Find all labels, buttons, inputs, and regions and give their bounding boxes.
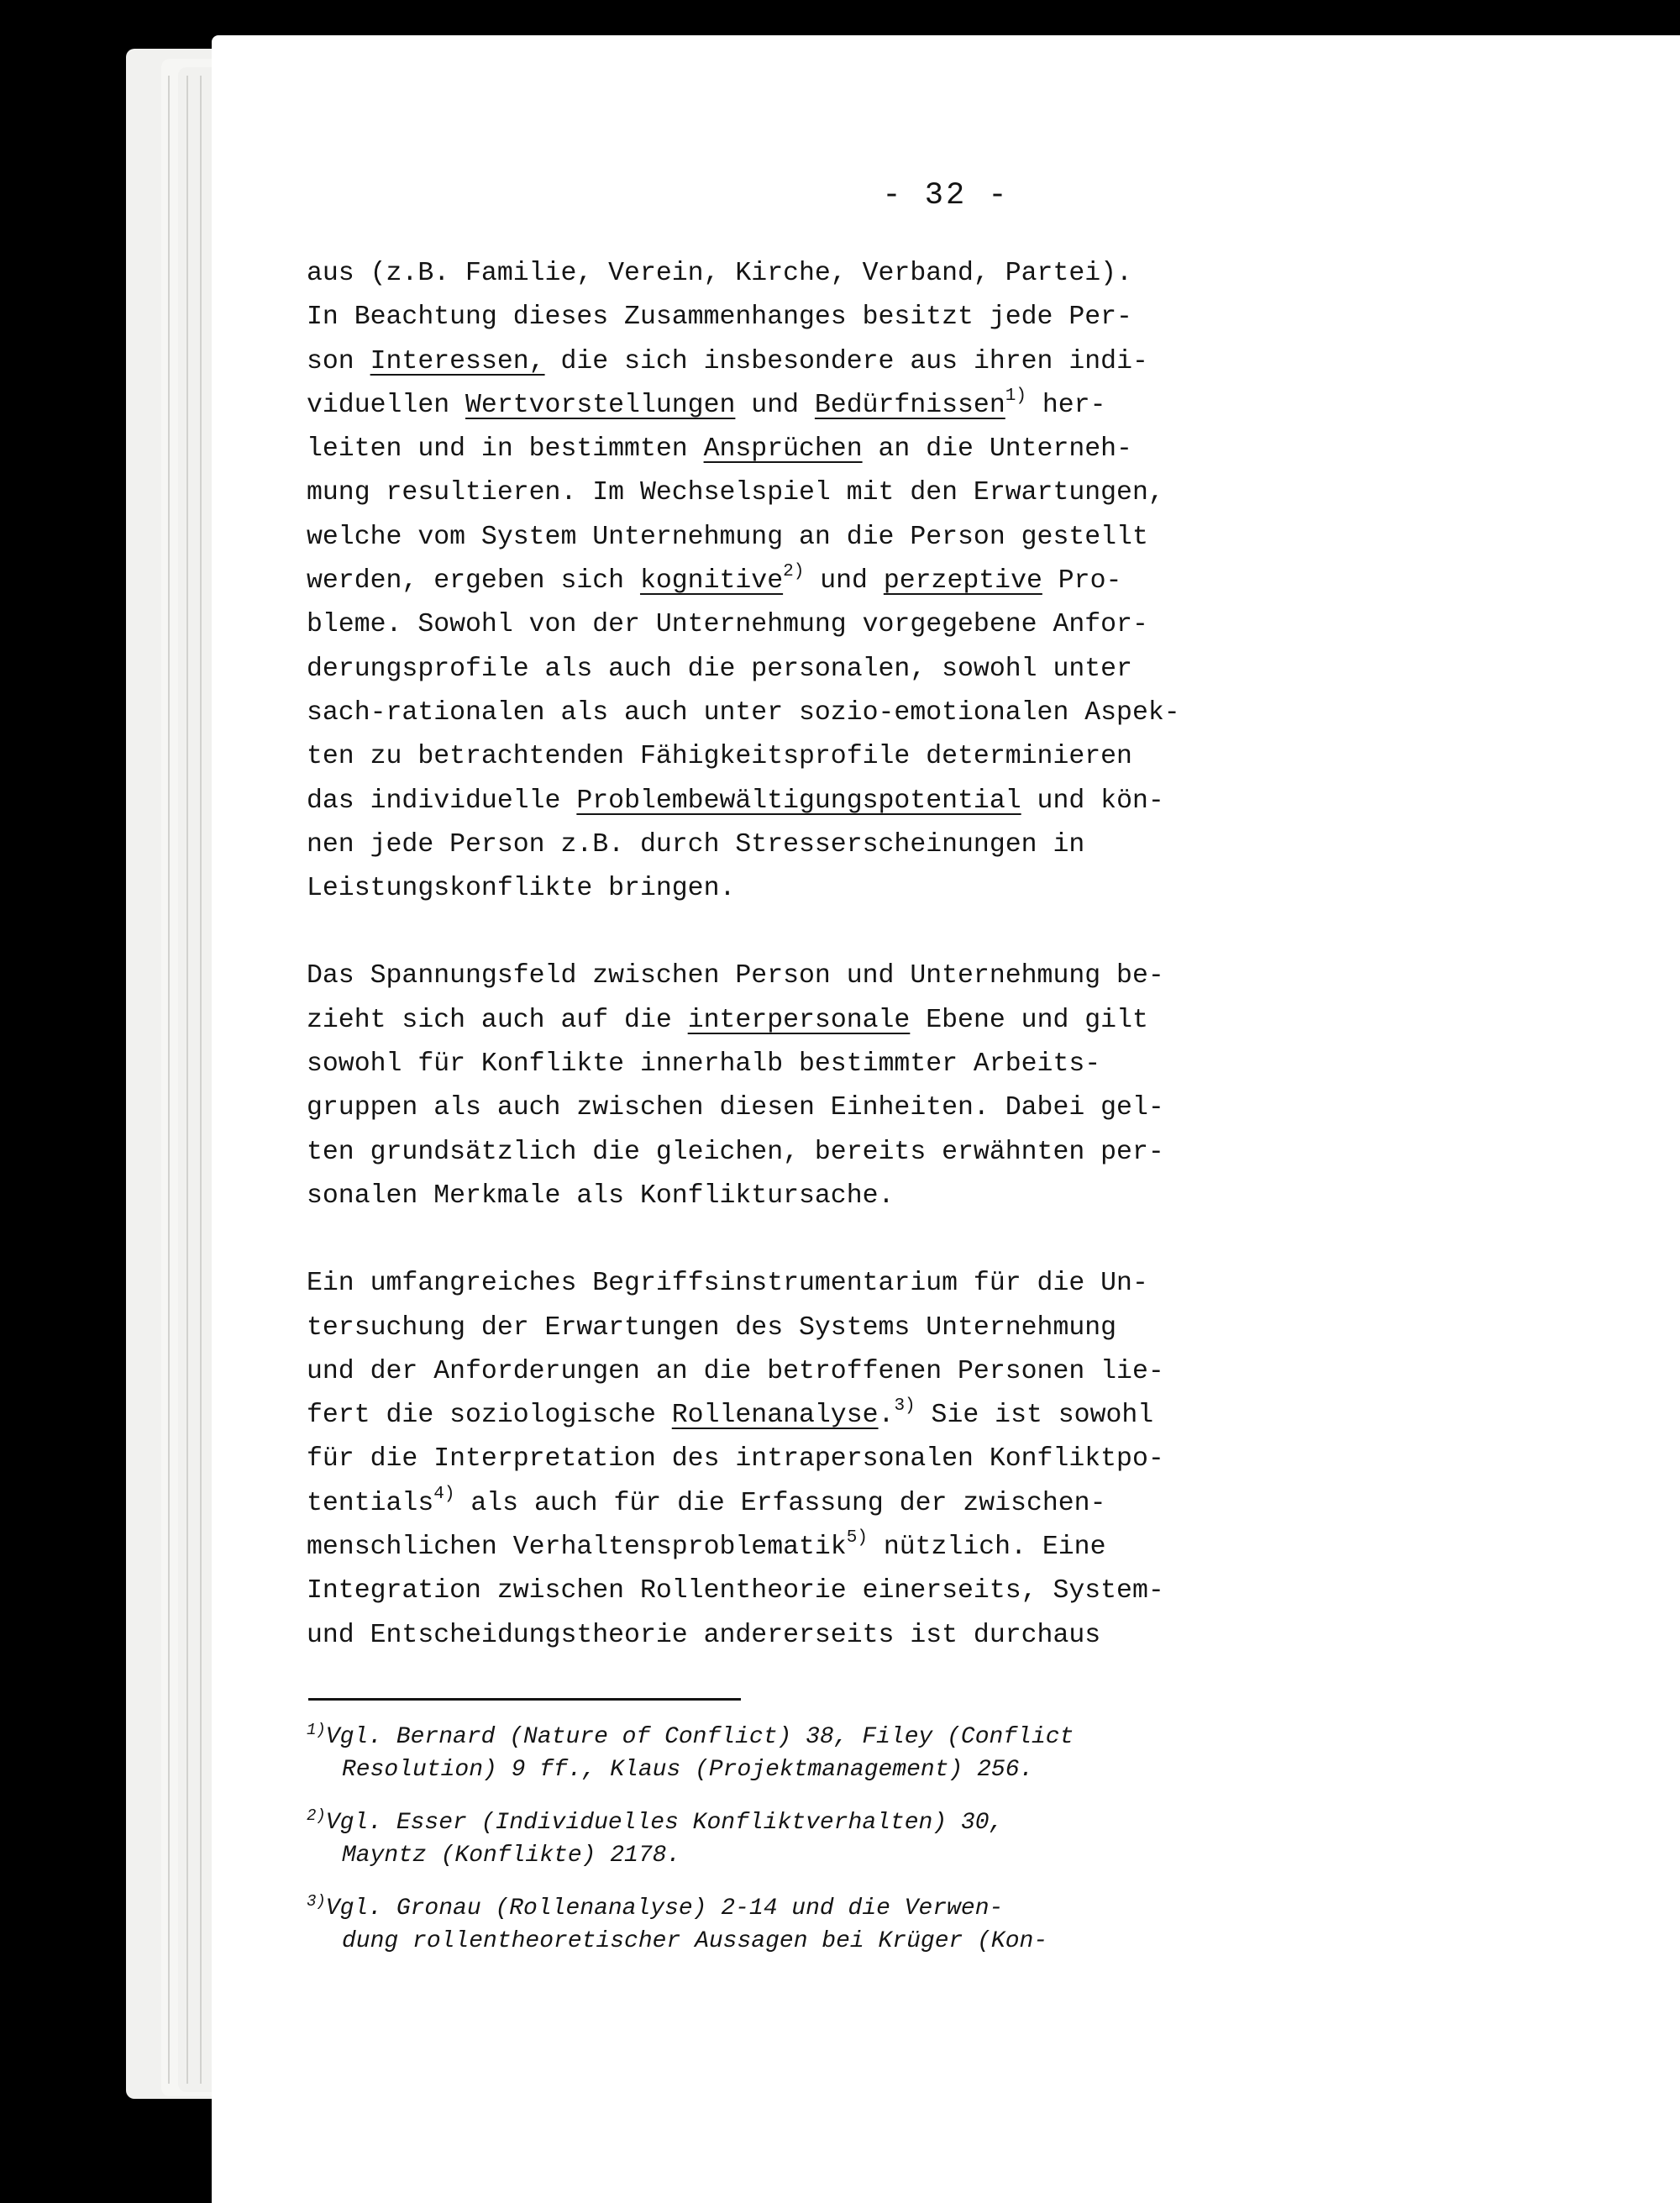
text-line — [307, 735, 1470, 779]
text-line — [307, 1086, 1470, 1130]
footnote — [307, 1892, 1470, 1958]
paragraph — [307, 252, 1470, 911]
footnote-mark: 2) — [307, 1806, 326, 1825]
text-run: als auch für die Erfassung der zwischen- — [454, 1488, 1106, 1518]
text-run: son — [307, 346, 370, 376]
page-edge — [200, 76, 202, 2084]
underlined-term: Interessen, — [370, 346, 545, 376]
footnote-mark: 1) — [307, 1721, 326, 1739]
text-run: nützlich. Eine — [867, 1533, 1106, 1563]
text-line — [307, 252, 1470, 296]
text-run: Leistungskonflikte bringen. — [307, 874, 736, 904]
text-run: und kön- — [1021, 786, 1164, 816]
text-run: die sich insbesondere aus ihren indi- — [544, 346, 1148, 376]
text-line — [307, 1131, 1470, 1175]
footnote-text: Vgl. Esser (Individuelles Konfliktverhalten) 30, — [325, 1810, 1004, 1836]
text-line — [307, 1482, 1470, 1526]
text-run: welche vom System Unternehmung an die Person gestellt — [307, 522, 1148, 552]
paragraph — [307, 1262, 1470, 1658]
text-line — [307, 954, 1470, 998]
text-run: tersuchung der Erwartungen des Systems Unternehmung — [307, 1312, 1117, 1343]
footnote — [307, 1721, 1470, 1786]
text-run: aus (z.B. Familie, Verein, Kirche, Verband, Partei). — [307, 259, 1132, 288]
footnote-line — [307, 1892, 1470, 1925]
text-run: Ein umfangreiches Begriffsinstrumentarium für die Un- — [307, 1269, 1148, 1299]
footnote-line — [307, 1806, 1470, 1839]
text-run: viduellen — [307, 390, 466, 420]
underlined-term: Bedürfnissen — [814, 390, 1005, 420]
text-run: Integration zwischen Rollentheorie einerseits, System- — [307, 1576, 1164, 1606]
text-run: das individuelle — [307, 786, 577, 816]
text-run: In Beachtung dieses Zusammenhanges besitzt jede Per- — [307, 302, 1132, 333]
footnote-text: Mayntz (Konflikte) 2178. — [342, 1843, 681, 1869]
text-line — [307, 1043, 1470, 1086]
text-run: . — [878, 1401, 895, 1431]
page-number: - 32 - — [882, 178, 1010, 213]
text-line — [307, 428, 1470, 471]
footnote-reference: 5) — [846, 1528, 868, 1548]
text-line — [307, 691, 1470, 735]
text-line — [307, 1175, 1470, 1218]
text-run: leiten und in bestimmten — [307, 434, 704, 465]
text-line — [307, 1569, 1470, 1613]
text-run: und der Anforderungen an die betroffenen Personen lie- — [307, 1356, 1164, 1386]
footnote-text: Resolution) 9 ff., Klaus (Projektmanagement) 256. — [342, 1757, 1034, 1783]
text-line — [307, 999, 1470, 1043]
text-run: Pro- — [1042, 566, 1122, 597]
text-line — [307, 867, 1470, 911]
footnote-reference: 2) — [783, 562, 805, 582]
footnote-separator — [308, 1698, 741, 1701]
text-run: gruppen als auch zwischen diesen Einheiten. Dabei gel- — [307, 1093, 1164, 1123]
footnote-mark: 3) — [307, 1892, 326, 1911]
text-run: derungsprofile als auch die personalen, sowohl unter — [307, 654, 1132, 684]
text-run: nen jede Person z.B. durch Stresserscheinungen in — [307, 829, 1085, 860]
footnote-reference: 4) — [433, 1484, 455, 1504]
text-run: mung resultieren. Im Wechselspiel mit den Erwartungen, — [307, 478, 1164, 508]
text-run: tentials — [307, 1488, 434, 1518]
text-run: sowohl für Konflikte innerhalb bestimmter Arbeits- — [307, 1049, 1101, 1080]
text-line — [307, 560, 1470, 603]
page-edge — [168, 76, 170, 2084]
underlined-term: Problembewältigungspotential — [576, 786, 1021, 816]
paragraph — [307, 954, 1470, 1218]
footnote-text: Vgl. Bernard (Nature of Conflict) 38, Filey (Conflict — [325, 1724, 1074, 1750]
text-run: werden, ergeben sich — [307, 566, 640, 597]
footnote-reference: 1) — [1005, 386, 1026, 406]
text-line — [307, 471, 1470, 515]
underlined-term: kognitive — [639, 566, 784, 597]
body-text — [307, 252, 1470, 1658]
underlined-term: perzeptive — [883, 566, 1042, 597]
underlined-term: Wertvorstellungen — [465, 390, 736, 420]
text-run: für die Interpretation des intrapersonalen Konfliktpo- — [307, 1444, 1164, 1475]
text-run: Sie ist sowohl — [915, 1401, 1154, 1431]
footnote-line — [307, 1753, 1470, 1786]
text-line — [307, 1614, 1470, 1658]
text-run: sach-rationalen als auch unter sozio-emotionalen Aspek- — [307, 697, 1180, 728]
underlined-term: interpersonale — [687, 1005, 911, 1035]
text-line — [307, 1262, 1470, 1306]
text-line — [307, 516, 1470, 560]
text-run: an die Unterneh- — [862, 434, 1132, 465]
page-edge — [186, 76, 188, 2084]
text-run: her- — [1026, 390, 1106, 420]
text-run: ten zu betrachtenden Fähigkeitsprofile determinieren — [307, 742, 1132, 772]
footnotes — [307, 1721, 1470, 1978]
text-run: Ebene und gilt — [910, 1005, 1148, 1035]
footnote-line — [307, 1925, 1470, 1958]
text-line — [307, 1526, 1470, 1569]
text-line — [307, 1394, 1470, 1438]
text-line — [307, 648, 1470, 691]
text-line — [307, 603, 1470, 647]
text-line — [307, 823, 1470, 867]
text-line — [307, 1350, 1470, 1394]
underlined-term: Ansprüchen — [703, 434, 863, 465]
text-run: menschlichen Verhaltensproblematik — [307, 1533, 847, 1563]
text-run: und — [804, 566, 884, 597]
text-line — [307, 780, 1470, 823]
text-line — [307, 296, 1470, 339]
footnote-text: Vgl. Gronau (Rollenanalyse) 2-14 und die Verwen- — [325, 1895, 1004, 1922]
text-line — [307, 384, 1470, 428]
text-line — [307, 1307, 1470, 1350]
text-line — [307, 1438, 1470, 1481]
footnote-reference: 3) — [894, 1396, 916, 1417]
text-run: zieht sich auch auf die — [307, 1005, 688, 1035]
text-line — [307, 340, 1470, 384]
text-run: fert die soziologische — [307, 1401, 672, 1431]
text-run: und — [735, 390, 815, 420]
footnote-line — [307, 1839, 1470, 1872]
text-run: Das Spannungsfeld zwischen Person und Unternehmung be- — [307, 961, 1164, 991]
footnote — [307, 1806, 1470, 1872]
footnote-text: dung rollentheoretischer Aussagen bei Krüger (Kon- — [342, 1928, 1048, 1954]
underlined-term: Rollenanalyse — [671, 1401, 879, 1431]
text-run: sonalen Merkmale als Konfliktursache. — [307, 1180, 895, 1211]
text-run: bleme. Sowohl von der Unternehmung vorgegebene Anfor- — [307, 610, 1148, 640]
text-run: ten grundsätzlich die gleichen, bereits erwähnten per- — [307, 1137, 1164, 1167]
text-run: und Entscheidungstheorie andererseits ist durchaus — [307, 1620, 1101, 1650]
footnote-line — [307, 1721, 1470, 1753]
